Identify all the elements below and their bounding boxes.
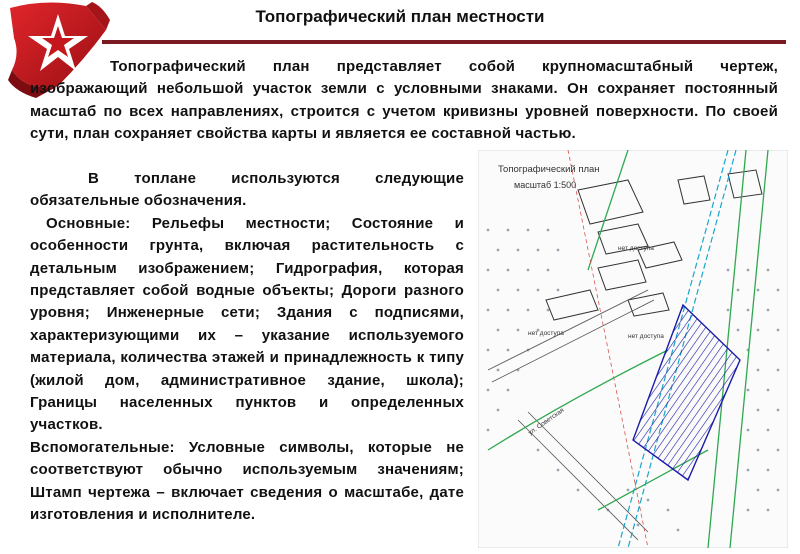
legend-main: Основные: Рельефы местности; Состояние и особенности грунта, включая растительность с детальным изображением; Гидрография, которая представляет собой водные объекты; Дороги разного уровня; Инженерные сети; Здания с подписями, характеризующими их – указание используемого материала, количества этажей и принадлежность к типу (жилой дом, административное здание, школа); Границы населенных пунктов и определенных участков.	[30, 214, 464, 434]
map-label-no-access-2: нет доступа	[528, 330, 564, 337]
title-divider	[102, 40, 786, 44]
map-title: Топографический план	[498, 164, 600, 175]
page-title: Топографический план местности	[255, 7, 545, 26]
map-scale: масштаб 1:500	[514, 180, 577, 190]
legend-aux: Вспомогательные: Условные символы, которые не соответствуют обычно используемым значениям; Штамп чертежа – включает сведения о масштабе, дате изготовления и исполнителе.	[30, 438, 464, 524]
legend-column	[30, 168, 464, 527]
topographic-map	[478, 150, 788, 548]
map-label-no-access-1: нет доступа	[618, 245, 654, 252]
intro-paragraph: Топографический план представляет собой крупномасштабный чертеж, изображающий небольшой участок земли с условными знаками. Он сохраняет постоянный масштаб по всех направлениях, строится с учетом кривизны уровней поверхности. По своей сути, план сохраняет свойства карты и является ее составной частью.	[30, 58, 778, 143]
legend-intro: В топлане используются следующие обязательные обозначения.	[30, 170, 464, 210]
map-label-street: ул. Советская	[527, 406, 566, 437]
map-label-no-access-3: нет доступа	[628, 333, 664, 340]
